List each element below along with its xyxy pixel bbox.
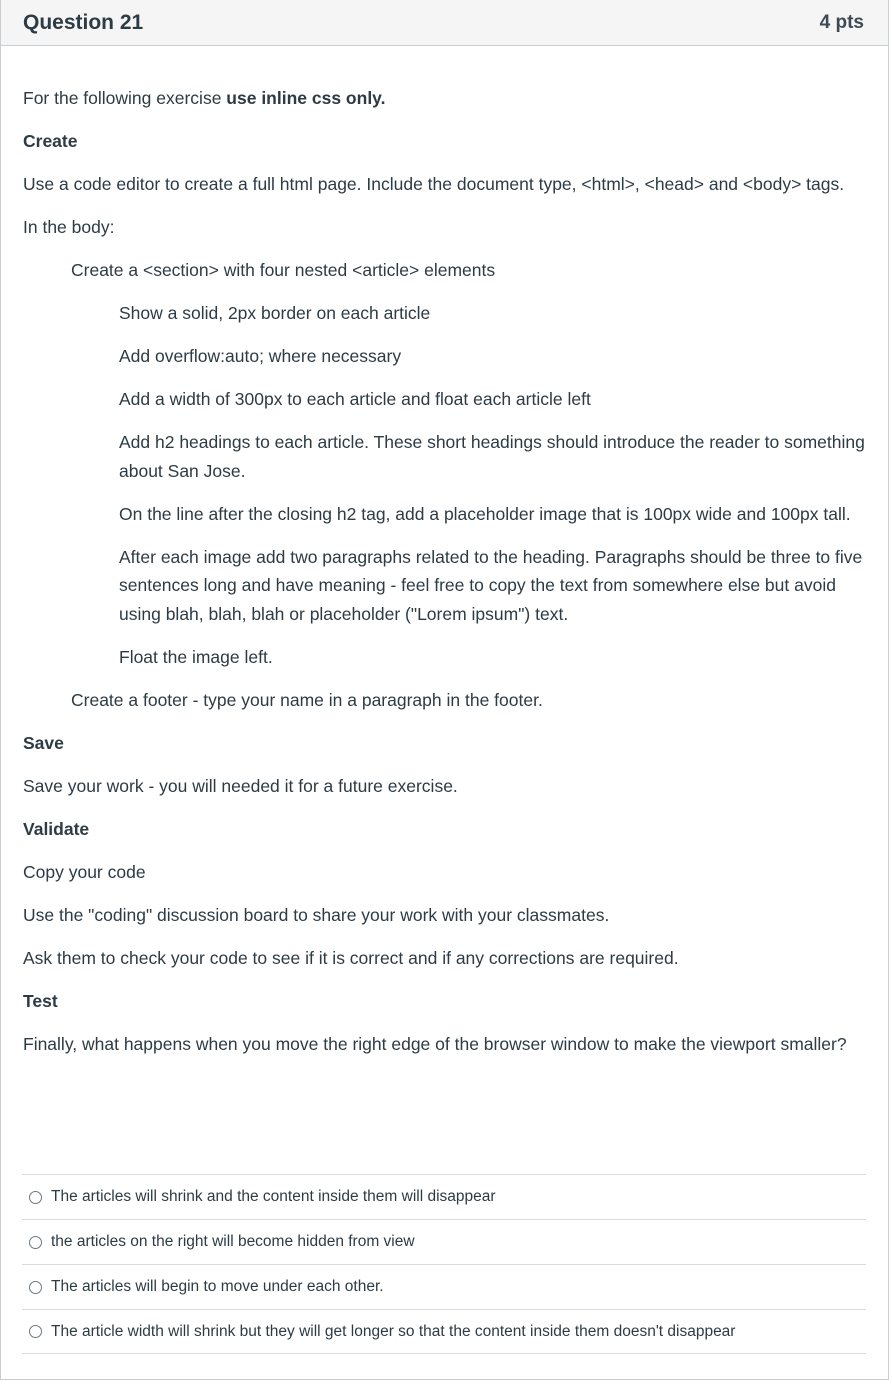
- answer-option[interactable]: [22, 1264, 866, 1309]
- radio-button[interactable]: [29, 1281, 42, 1294]
- test-heading-text: Test: [23, 990, 58, 1011]
- article-instruction: Show a solid, 2px border on each article: [119, 303, 431, 323]
- question-text: [1, 46, 888, 1058]
- save-text: Save your work - you will needed it for a future exercise.: [23, 775, 458, 796]
- article-instruction: After each image add two paragraphs related to the heading. Paragraphs should be three to five sentences long and have meaning - feel free to copy the text from somewhere else but avoid using blah, blah, blah or placeholder ("Lorem ipsum") text.: [119, 546, 863, 624]
- validate-step: Use the "coding" discussion board to share your work with your classmates.: [23, 904, 610, 925]
- validate-step: Ask them to check your code to see if it is correct and if any corrections are required.: [23, 947, 679, 968]
- create-text: Use a code editor to create a full html page. Include the document type, <html>, <head> and <body> tags.: [23, 174, 845, 194]
- question-header: [1, 0, 888, 46]
- answer-label: the articles on the right will become hidden from view: [51, 1233, 415, 1250]
- radio-button[interactable]: [29, 1325, 42, 1338]
- test-heading: [23, 987, 866, 1016]
- radio-button[interactable]: [29, 1191, 42, 1204]
- save-heading-text: Save: [23, 732, 64, 753]
- validate-heading: [23, 815, 866, 844]
- answer-option[interactable]: [22, 1219, 866, 1264]
- article-instruction: On the line after the closing h2 tag, add a placeholder image that is 100px wide and 100px tall.: [119, 503, 851, 524]
- article-instruction: Add overflow:auto; where necessary: [119, 346, 402, 366]
- section-instruction: Create a <section> with four nested <article> elements: [71, 260, 496, 280]
- article-instruction: Add a width of 300px to each article and float each article left: [119, 389, 591, 409]
- create-heading: [23, 127, 866, 156]
- answer-list: [22, 1174, 866, 1354]
- answer-label: The articles will begin to move under each other.: [51, 1278, 384, 1295]
- in-body-text: In the body:: [23, 217, 115, 237]
- validate-heading-text: Validate: [23, 818, 90, 839]
- question-points: 4 pts: [819, 11, 864, 33]
- test-question: Finally, what happens when you move the right edge of the browser window to make the viewport smaller?: [23, 1033, 847, 1054]
- question-title: Question 21: [23, 10, 144, 34]
- radio-button[interactable]: [29, 1236, 42, 1249]
- answer-option[interactable]: [22, 1174, 866, 1219]
- answer-option[interactable]: [22, 1309, 866, 1354]
- intro-bold: use inline css only.: [226, 88, 386, 108]
- article-instruction: Add h2 headings to each article. These short headings should introduce the reader to something about San Jose.: [119, 432, 865, 481]
- footer-instruction: Create a footer - type your name in a paragraph in the footer.: [71, 689, 543, 710]
- create-heading-text: Create: [23, 131, 78, 151]
- intro-paragraph: [23, 84, 866, 113]
- article-instruction: Float the image left.: [119, 646, 273, 667]
- answer-label: The article width will shrink but they will get longer so that the content inside them doesn't disappear: [51, 1322, 736, 1340]
- answer-label: The articles will shrink and the content inside them will disappear: [51, 1188, 496, 1205]
- intro-prefix: For the following exercise: [23, 88, 227, 108]
- save-heading: [23, 729, 866, 758]
- validate-step: Copy your code: [23, 861, 146, 882]
